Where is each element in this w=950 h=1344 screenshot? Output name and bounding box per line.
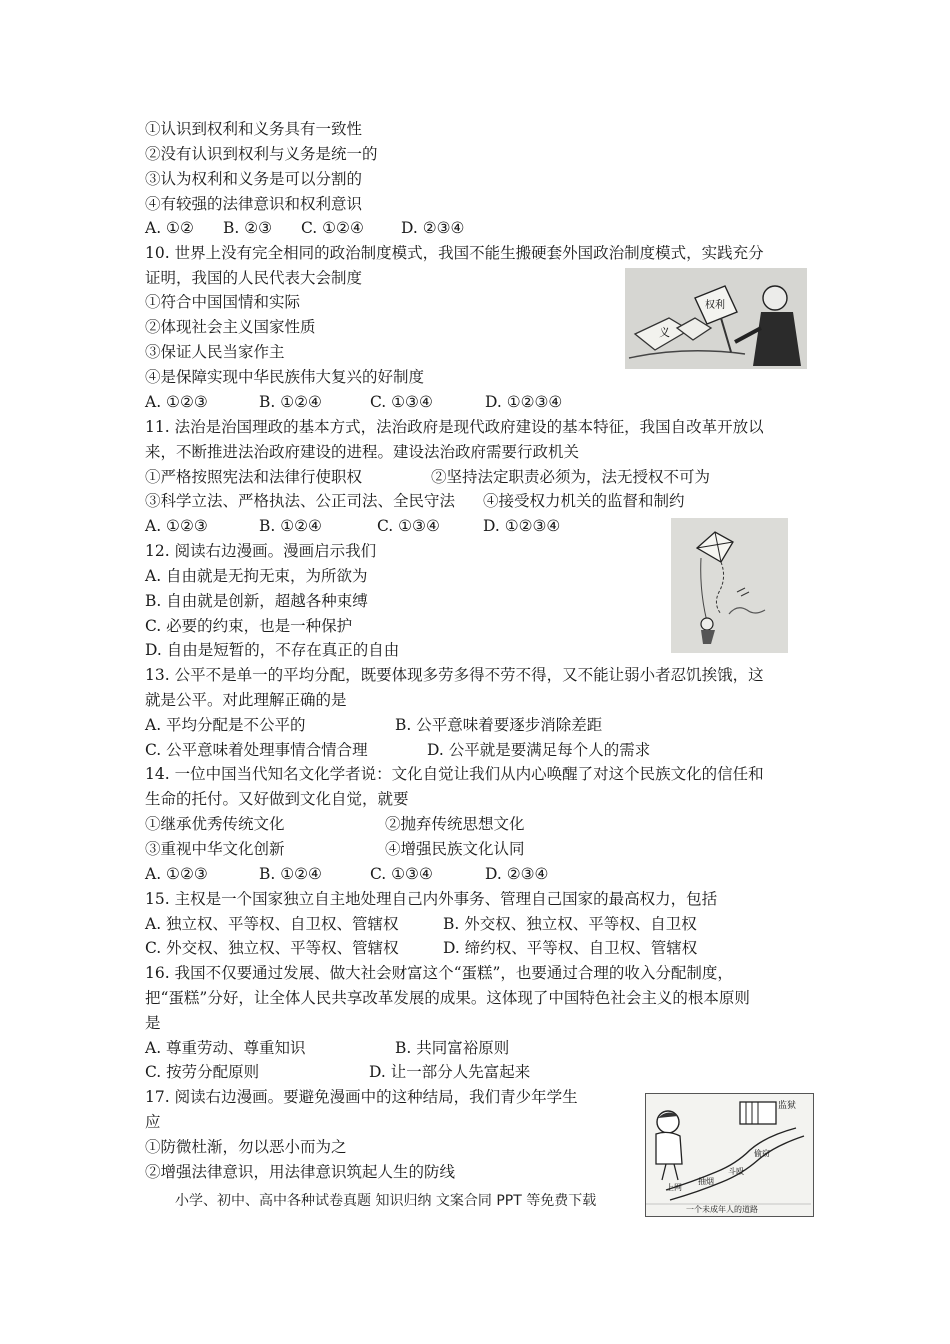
q11-item-1: ①严格按照宪法和法律行使职权: [145, 468, 363, 486]
q17-cartoon-label-prison: 监狱: [778, 1101, 797, 1111]
q10-stem-line-2: 证明，我国的人民代表大会制度: [145, 269, 363, 287]
q13-option-c: C. 公平意味着处理事情合情合理: [145, 741, 368, 759]
q17-cartoon-caption: 一个未成年人的道路: [686, 1205, 758, 1214]
q16-option-a: A. 尊重劳动、尊重知识: [145, 1039, 306, 1057]
q10-item-4: ④是保障实现中华民族伟大复兴的好制度: [145, 368, 425, 386]
q9-item-4: ④有较强的法律意识和权利意识: [145, 195, 363, 213]
q13-stem-line-2: 就是公平。对此理解正确的是: [145, 691, 347, 709]
q14-stem-line-2: 生命的托付。又好做到文化自觉，就要: [145, 790, 409, 808]
q10-cartoon: [625, 268, 807, 369]
q9-item-3: ③认为权利和义务是可以分割的: [145, 170, 363, 188]
q16-option-c: C. 按劳分配原则: [145, 1063, 260, 1081]
q16-option-d: D. 让一部分人先富起来: [369, 1063, 531, 1081]
q10-item-1: ①符合中国国情和实际: [145, 293, 301, 311]
q11-stem-line-1: 11. 法治是治国理政的基本方式，法治政府是现代政府建设的基本特征，我国自改革开放以: [145, 418, 764, 436]
q11-item-3: ③科学立法、严格执法、公正司法、全民守法: [145, 492, 456, 510]
q16-stem-line-3: 是: [145, 1014, 161, 1032]
q9-option-d: D. ②③④: [401, 219, 465, 237]
q17-cartoon-label-smoking: 抽烟: [698, 1177, 714, 1186]
q10-cartoon-label-right: 权利: [705, 300, 725, 311]
q10-option-c: C. ①③④: [370, 393, 433, 411]
q10-option-b: B. ①②④: [259, 393, 322, 411]
q14-option-b: B. ①②④: [259, 865, 322, 883]
q17-stem-line-2: 应: [145, 1113, 161, 1131]
q17-road-cartoon-drawing: [646, 1094, 811, 1214]
q14-item-1: ①继承优秀传统文化: [145, 815, 285, 833]
q12-option-d: D. 自由是短暂的，不存在真正的自由: [145, 641, 400, 659]
q9-option-a: A. ①②: [145, 219, 194, 237]
q14-item-4: ④增强民族文化认同: [385, 840, 525, 858]
q17-stem-line-1: 17. 阅读右边漫画。要避免漫画中的这种结局，我们青少年学生: [145, 1088, 578, 1106]
q11-option-b: B. ①②④: [259, 517, 322, 535]
q14-item-2: ②抛弃传统思想文化: [385, 815, 525, 833]
q13-option-a: A. 平均分配是不公平的: [145, 716, 306, 734]
q17-cartoon-label-fighting: 斗殴: [728, 1167, 744, 1176]
q17-cartoon-label-stealing: 偷窃: [754, 1149, 770, 1158]
q17-item-1: ①防微杜渐，勿以恶小而为之: [145, 1138, 347, 1156]
q15-option-c: C. 外交权、独立权、平等权、管辖权: [145, 939, 399, 957]
q15-option-d: D. 缔约权、平等权、自卫权、管辖权: [443, 939, 698, 957]
q10-item-3: ③保证人民当家作主: [145, 343, 285, 361]
q13-stem-line-1: 13. 公平不是单一的平均分配，既要体现多劳多得不劳不得，又不能让弱小者忍饥挨饿，这: [145, 666, 764, 684]
q14-stem-line-1: 14. 一位中国当代知名文化学者说：文化自觉让我们从内心唤醒了对这个民族文化的信任和: [145, 765, 764, 783]
q12-option-a: A. 自由就是无拘无束，为所欲为: [145, 567, 368, 585]
footer-download-note: 小学、初中、高中各种试卷真题 知识归纳 文案合同 PPT 等免费下载: [175, 1193, 597, 1209]
q11-item-2: ②坚持法定职责必须为，法无授权不可为: [431, 468, 711, 486]
q16-stem-line-2: 把“蛋糕”分好，让全体人民共享改革发展的成果。这体现了中国特色社会主义的根本原则: [145, 989, 750, 1007]
q14-item-3: ③重视中华文化创新: [145, 840, 285, 858]
q10-option-a: A. ①②③: [145, 393, 208, 411]
q10-stem-line-1: 10. 世界上没有完全相同的政治制度模式，我国不能生搬硬套外国政治制度模式，实践充分: [145, 244, 764, 262]
q12-kite-cartoon-drawing: [671, 518, 788, 653]
q14-option-d: D. ②③④: [485, 865, 549, 883]
q11-item-4: ④接受权力机关的监督和制约: [483, 492, 685, 510]
q17-item-2: ②增强法律意识，用法律意识筑起人生的防线: [145, 1163, 456, 1181]
q12-option-b: B. 自由就是创新，超越各种束缚: [145, 592, 368, 610]
q10-cartoon-drawing: [625, 268, 807, 369]
q10-cartoon-label-left: 义: [659, 326, 670, 339]
q13-option-d: D. 公平就是要满足每个人的需求: [427, 741, 651, 759]
q12-kite-cartoon: [671, 518, 788, 653]
q16-stem-line-1: 16. 我国不仅要通过发展、做大社会财富这个“蛋糕”，也要通过合理的收入分配制度，: [145, 964, 733, 982]
q11-option-a: A. ①②③: [145, 517, 208, 535]
q15-option-b: B. 外交权、独立权、平等权、自卫权: [443, 915, 697, 933]
q13-option-b: B. 公平意味着要逐步消除差距: [395, 716, 603, 734]
q17-cartoon-label-internet: 上网: [666, 1183, 682, 1192]
q15-option-a: A. 独立权、平等权、自卫权、管辖权: [145, 915, 399, 933]
q14-option-c: C. ①③④: [370, 865, 433, 883]
q11-option-d: D. ①②③④: [483, 517, 561, 535]
q9-option-c: C. ①②④: [301, 219, 364, 237]
q9-item-2: ②没有认识到权利与义务是统一的: [145, 145, 378, 163]
q11-option-c: C. ①③④: [377, 517, 440, 535]
q10-option-d: D. ①②③④: [485, 393, 563, 411]
q12-stem: 12. 阅读右边漫画。漫画启示我们: [145, 542, 377, 560]
q11-stem-line-2: 来，不断推进法治政府建设的进程。建设法治政府需要行政机关: [145, 443, 580, 461]
q12-option-c: C. 必要的约束，也是一种保护: [145, 617, 353, 635]
q9-item-1: ①认识到权利和义务具有一致性: [145, 120, 363, 138]
q16-option-b: B. 共同富裕原则: [395, 1039, 510, 1057]
q15-stem: 15. 主权是一个国家独立自主地处理自己内外事务、管理自己国家的最高权力，包括: [145, 890, 718, 908]
q10-item-2: ②体现社会主义国家性质: [145, 318, 316, 336]
q17-road-cartoon: [645, 1093, 814, 1217]
q9-option-b: B. ②③: [223, 219, 273, 237]
q14-option-a: A. ①②③: [145, 865, 208, 883]
